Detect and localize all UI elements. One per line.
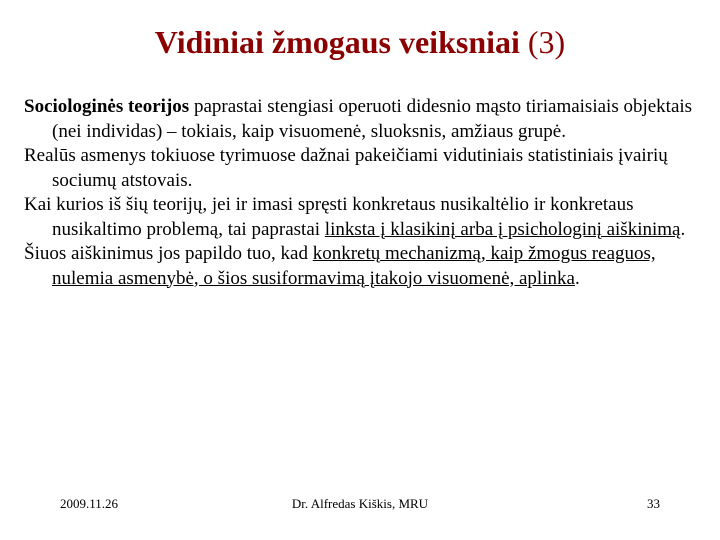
paragraph-4 <box>24 242 696 291</box>
footer-date: 2009.11.26 <box>60 496 119 511</box>
paragraph-4-text: Šiuos aiškinimus jos papildo tuo, kad <box>24 243 313 264</box>
slide-title <box>0 22 720 62</box>
paragraph-1-text: paprastai stengiasi operuoti didesnio mąsto tiriamaisiais objektais (nei individas) – tokiais, kaip visuomenė, sluoksnis, amžiaus grupė. <box>52 96 693 142</box>
slide-body <box>24 95 696 291</box>
title-text: Vidiniai žmogaus veiksniai <box>154 24 520 60</box>
paragraph-4-underlined: konkretų mechanizmą, kaip žmogus reaguos, nulemia asmenybė, o šios susiformavimą įtakojo visuomenė, aplinka <box>52 243 656 289</box>
footer-author: Dr. Alfredas Kiškis, MRU <box>291 496 429 511</box>
paragraph-2-text: Realūs asmenys tokiuose tyrimuose dažnai pakeičiami vidutiniais statistiniais įvairių sociumų atstovais. <box>24 145 668 191</box>
paragraph-4-tail: . <box>574 267 580 289</box>
paragraph-3-text: Kai kurios iš šių teorijų, jei ir imasi spręsti konkretaus nusikaltėlio ir konkretaus nusikaltimo problemą, tai paprastai <box>24 194 634 240</box>
paragraph-3-underlined: linksta į klasikinį arba į psichologinį aiškinimą <box>324 218 681 240</box>
paragraph-1 <box>24 95 696 144</box>
paragraph-3-tail: . <box>680 218 686 240</box>
title-number: (3) <box>527 24 566 60</box>
paragraph-1-lead: Sociologinės teorijos <box>24 96 190 117</box>
paragraph-2 <box>24 144 696 193</box>
footer-page-number: 33 <box>647 496 660 511</box>
paragraph-3 <box>24 193 696 242</box>
